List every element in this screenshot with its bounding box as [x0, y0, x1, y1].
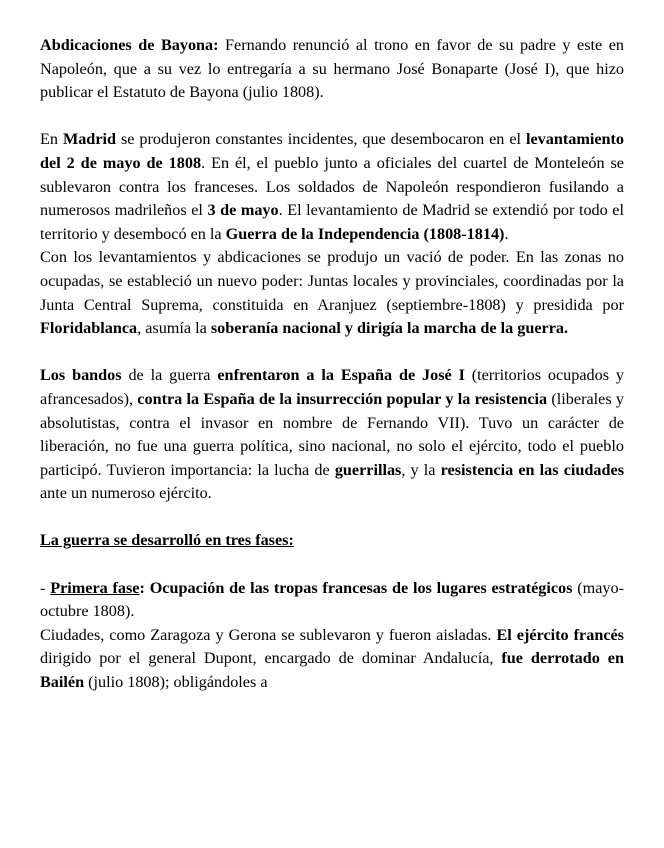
document-body	[40, 34, 624, 695]
body-text: . El levantamiento de Madrid se extendió por todo el territorio y desembocó en la	[40, 201, 624, 243]
body-text: Con los levantamientos y abdicaciones se produjo un vació de poder. En las zonas no ocupadas, se estableció un nuevo poder: Juntas locales y provinciales, coordinadas por la Junta Central Suprema, constituida en Aranjuez (septiembre-1808) y presidida por	[40, 248, 624, 314]
body-text: (julio 1808); obligándoles a	[84, 673, 268, 692]
bold-text: Primera fase	[50, 578, 140, 597]
bold-text: contra la España de la insurrección popular y la resistencia	[137, 389, 548, 408]
paragraph-spacer	[40, 553, 624, 577]
body-text: de la guerra	[121, 366, 218, 385]
bold-text: 3 de mayo	[207, 201, 279, 220]
bold-text: Los bandos	[40, 366, 122, 385]
paragraph-spacer	[40, 341, 624, 365]
bold-text: : Ocupación de las tropas francesas de los lugares estratégicos	[139, 578, 573, 597]
paragraph-6	[40, 577, 624, 624]
body-text: . En él, el pueblo junto a oficiales del cuartel de Monteleón se sublevaron contra los franceses. Los soldados de Napoleón respondieron fusilando a numerosos madrileños el	[40, 153, 624, 220]
body-text: dirigido por el general Dupont, encargado de dominar Andalucía,	[40, 649, 502, 668]
bold-text: El ejército francés	[496, 625, 624, 644]
bold-text: Guerra de la Independencia (1808-1814)	[225, 224, 505, 243]
bold-text: Madrid	[62, 130, 116, 149]
body-text: .	[504, 224, 509, 243]
bold-text: soberanía nacional y dirigía la marcha de la guerra.	[210, 319, 569, 338]
paragraph-spacer	[40, 105, 624, 129]
body-text: se produjeron constantes incidentes, que desembocaron en el	[116, 130, 526, 149]
body-text: , asumía la	[137, 319, 211, 338]
paragraph-4	[40, 364, 624, 506]
body-text: En	[40, 130, 63, 149]
body-text: Ciudades, como Zaragoza y Gerona se sublevaron y fueron aisladas.	[40, 625, 497, 644]
paragraph-3	[40, 246, 624, 340]
bold-text: resistencia en las ciudades	[440, 460, 624, 479]
body-text: -	[40, 578, 51, 597]
bold-text: enfrentaron a la España de José I	[217, 366, 465, 385]
bold-text: Abdicaciones de Bayona:	[40, 36, 219, 54]
bold-text: guerrillas	[334, 460, 402, 479]
paragraph-spacer	[40, 506, 624, 530]
body-text: ante un numeroso ejército.	[40, 484, 212, 503]
body-text: (territorios ocupados y afrancesados),	[40, 366, 624, 408]
paragraph-2	[40, 128, 624, 246]
paragraph-5	[40, 529, 624, 553]
body-text: , y la	[401, 460, 441, 479]
bold-text: levantamiento del 2 de mayo de 1808	[40, 130, 625, 172]
body-text: (mayo-octubre 1808).	[40, 578, 624, 621]
body-text: (liberales y absolutistas, contra el invasor en nombre de Fernando VII). Tuvo un carácter de liberación, no fue una guerra política, sino nacional, no solo el ejército, todo el pueblo participó. Tuvieron importancia: la lucha de	[40, 389, 624, 479]
bold-text: La guerra se desarrolló en tres fases:	[40, 531, 294, 550]
bold-text: fue derrotado en Bailén	[40, 649, 624, 692]
paragraph-7	[40, 624, 624, 695]
body-text: Fernando renunció al trono en favor de su padre y este en Napoleón, que a su vez lo entregaría a su hermano José Bonaparte (José I), que hizo publicar el Estatuto de Bayona (julio 1808).	[40, 36, 624, 102]
paragraph-1	[40, 34, 624, 105]
bold-text: Floridablanca	[40, 319, 138, 338]
